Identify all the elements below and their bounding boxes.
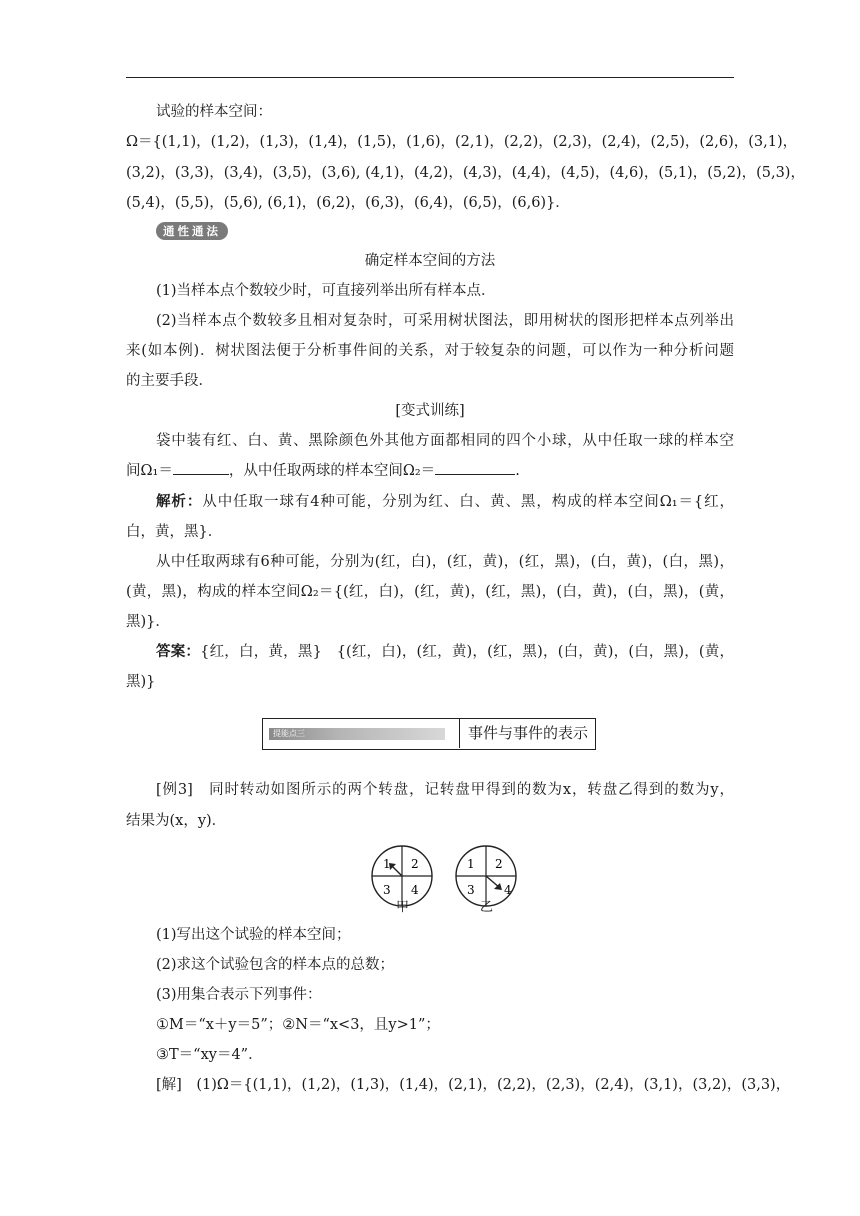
method-item-1: (1)当样本点个数较少时，可直接列举出所有样本点．	[156, 283, 496, 299]
question-2: (2)求这个试验包含的样本点的总数；	[156, 957, 395, 973]
dial-jia-num-4: 4	[411, 883, 419, 897]
dial-yi-num-1: 1	[467, 857, 475, 871]
question-3-part-2: ③T＝“xy＝4”．	[156, 1047, 263, 1063]
variant-question: 袋中装有红、白、黄、黑除颜色外其他方面都相同的四个小球，从中任取一球的样本空	[156, 433, 734, 449]
answer-blank-2	[435, 474, 515, 475]
answer-line-2: 黑)}	[126, 674, 156, 690]
answer-line-1	[156, 641, 734, 663]
dial-jia-label: 甲	[396, 900, 410, 915]
answer-text-1: {红，白，黄，黑} {(红，白)，(红，黄)，(红，黑)，(白，黄)，(白，黑)，(黄，	[200, 644, 734, 660]
solution-text-1: 从中任取一球有4种可能，分别为红、白、黄、黑，构成的样本空间Ω₁＝{红，	[202, 494, 734, 510]
solution-line-3: 从中任取两球有6种可能，分别为(红，白)，(红，黄)，(红，黑)，(白，黄)，(白，黑)，	[156, 554, 734, 570]
method-item-2-end: 的主要手段．	[126, 373, 213, 389]
question-1: (1)写出这个试验的样本空间；	[156, 927, 351, 943]
question-3-part-1: ①M＝“x＋y＝5”；②N＝“x<3，且y>1”；	[156, 1017, 440, 1033]
sample-space-line-2: (3,2)，(3,3)，(3,4)，(3,5)，(3,6), (4,1)，(4,2)，(4,3)，(4,4)，(4,5)，(4,6)，(5,1)，(5,2)，(5,3)，	[126, 165, 805, 181]
answer-blank-1	[173, 474, 229, 475]
solution-line-4: (黄，黑)，构成的样本空间Ω₂＝{(红，白)，(红，黄)，(红，黑)，(白，黄)，(白，黑)，(黄，	[126, 584, 734, 600]
sample-space-intro: 试验的样本空间：	[156, 104, 272, 120]
dial-yi-num-2: 2	[495, 857, 503, 871]
variant-title: [变式训练]	[395, 403, 465, 419]
example-line-2: 结果为(x，y)．	[126, 813, 227, 829]
header-rule	[126, 77, 734, 78]
dial-yi-num-3: 3	[467, 883, 475, 897]
variant-question-cont	[126, 460, 734, 482]
solution-line-1	[156, 491, 734, 513]
example-line-1: [例3] 同时转动如图所示的两个转盘，记转盘甲得到的数为x，转盘乙得到的数为y，	[156, 782, 734, 798]
dial-jia-num-3: 3	[383, 883, 391, 897]
dial-jia-num-1: 1	[383, 857, 391, 871]
blank-suffix: .	[515, 463, 520, 479]
dial-jia-num-2: 2	[411, 857, 419, 871]
solution-label: 解析：	[156, 493, 203, 510]
solution-line-2: 白，黄，黑}．	[126, 524, 223, 540]
spinner-diagram	[360, 834, 520, 920]
blank-prefix: 间Ω₁＝	[126, 463, 173, 479]
solution-line-5: 黑)}．	[126, 614, 170, 630]
section-header	[262, 718, 596, 750]
answer-label: 答案：	[156, 643, 201, 660]
question-3: (3)用集合表示下列事件：	[156, 987, 322, 1003]
sample-space-line-3: (5,4)，(5,5)，(5,6), (6,1)，(6,2)，(6,3)，(6,4)，(6,5)，(6,6)}．	[126, 195, 570, 211]
method-item-2: (2)当样本点个数较多且相对复杂时，可采用树状图法，即用树状的图形把样本点列举出	[156, 313, 734, 329]
method-item-2-cont: 来(如本例)．树状图法便于分析事件间的关系，对于较复杂的问题，可以作为一种分析问题	[126, 343, 734, 359]
method-title: 确定样本空间的方法	[364, 253, 496, 269]
dial-yi-label: 乙	[480, 900, 494, 915]
section-title: 事件与事件的表示	[467, 724, 588, 742]
section-divider	[459, 719, 460, 748]
section-tag: 提能点三	[273, 729, 305, 738]
section-tag-bar	[269, 728, 445, 740]
solution-start: [解] (1)Ω＝{(1,1)，(1,2)，(1,3)，(1,4)，(2,1)，(2,2)，(2,3)，(2,4)，(3,1)，(3,2)，(3,3)，	[156, 1077, 791, 1093]
dial-yi-num-4: 4	[504, 883, 512, 897]
method-badge: 通性通法	[156, 222, 228, 240]
blank-middle: ，从中任取两球的样本空间Ω₂＝	[228, 463, 436, 479]
sample-space-line-1: Ω＝{(1,1)，(1,2)，(1,3)，(1,4)，(1,5)，(1,6)，(2,1)，(2,2)，(2,3)，(2,4)，(2,5)，(2,6)，(3,1)，	[126, 134, 798, 150]
